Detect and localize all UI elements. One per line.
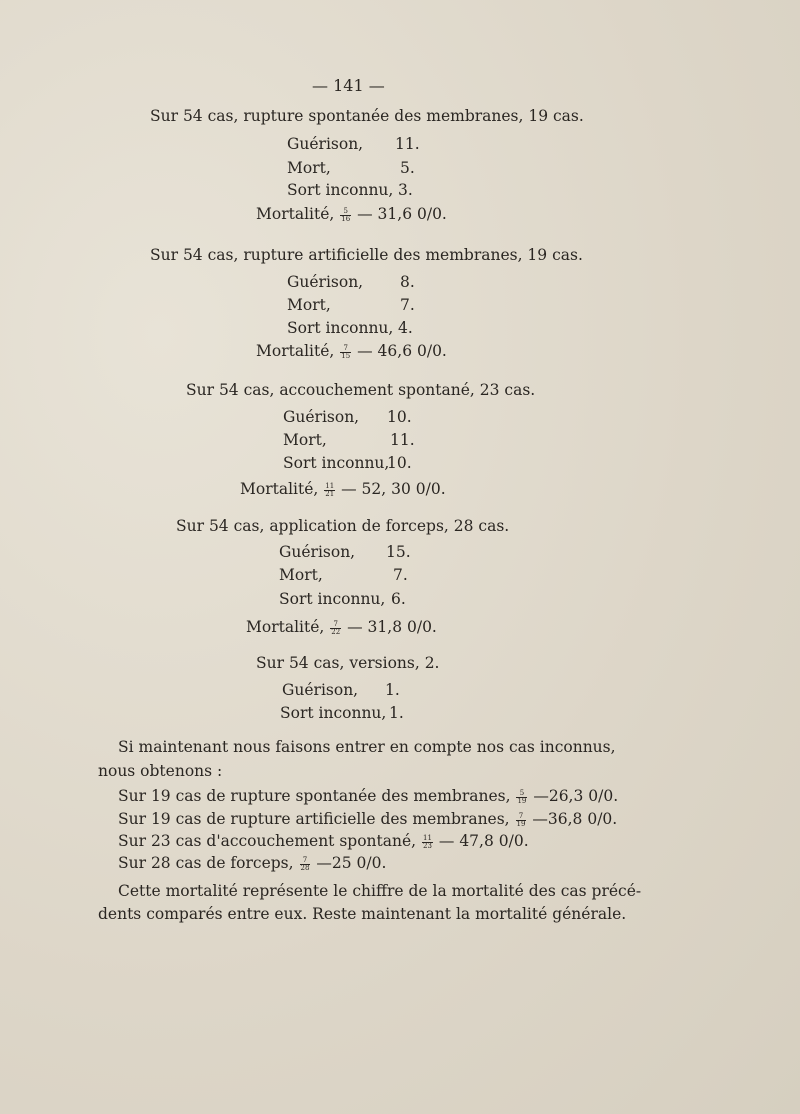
row-label: Guérison, bbox=[283, 408, 360, 426]
row-value: 7. bbox=[393, 566, 408, 584]
row-value: 1. bbox=[389, 704, 404, 722]
intro-line: Si maintenant nous faisons entrer en compte nos cas inconnus, bbox=[118, 738, 616, 756]
row-label: Guérison, bbox=[282, 681, 359, 699]
row-value: 3. bbox=[398, 181, 413, 199]
row-value: 8. bbox=[400, 273, 415, 291]
summary-fraction: $\frac{7}{19}$ bbox=[516, 811, 526, 828]
summary-fraction: $\frac{11}{23}$ bbox=[423, 833, 432, 850]
row-label: Mort, bbox=[283, 431, 327, 449]
row-value: 11. bbox=[390, 431, 415, 449]
row-label: Mort, bbox=[287, 159, 331, 177]
row-value: 4. bbox=[398, 319, 413, 337]
section-heading: Sur 54 cas, accouchement spontané, 23 cas. bbox=[186, 381, 536, 399]
mortality-value: — 31,8 0/0. bbox=[347, 618, 437, 636]
mortality-fraction: $\frac{11}{21}$ bbox=[325, 481, 335, 498]
mortality-fraction: $\frac{5}{16}$ bbox=[341, 206, 351, 223]
row-value: 15. bbox=[386, 543, 411, 561]
summary-line: Sur 23 cas d'accouchement spontané, $\frac{11}{23}$ — 47,8 0/0. bbox=[118, 832, 529, 850]
mortality-line bbox=[240, 479, 446, 499]
mortality-line bbox=[256, 341, 447, 361]
summary-fraction: $\frac{5}{19}$ bbox=[517, 788, 527, 805]
mortality-label: Mortalité, bbox=[240, 480, 319, 498]
row-value: 5. bbox=[400, 159, 415, 177]
row-label: Sort inconnu, bbox=[287, 319, 394, 337]
mortality-value: — 46,6 0/0. bbox=[357, 342, 447, 360]
mortality-value: — 31,6 0/0. bbox=[357, 205, 447, 223]
mortality-fraction: $\frac{7}{15}$ bbox=[341, 343, 351, 360]
row-label: Guérison, bbox=[287, 135, 364, 153]
mortality-label: Mortalité, bbox=[256, 205, 335, 223]
mortality-label: Mortalité, bbox=[256, 342, 335, 360]
row-label: Mort, bbox=[287, 296, 331, 314]
row-value: 1. bbox=[385, 681, 400, 699]
summary-line: Sur 19 cas de rupture artificielle des membranes, $\frac{7}{19}$ —36,8 0/0. bbox=[118, 810, 618, 828]
summary-fraction: $\frac{7}{28}$ bbox=[300, 855, 310, 872]
intro-line: nous obtenons : bbox=[98, 762, 223, 780]
row-label: Guérison, bbox=[287, 273, 364, 291]
row-value: 11. bbox=[395, 135, 420, 153]
row-value: 7. bbox=[400, 296, 415, 314]
row-label: Mort, bbox=[279, 566, 323, 584]
section-heading: Sur 54 cas, versions, 2. bbox=[256, 654, 440, 672]
page-number: — 141 — bbox=[312, 76, 385, 95]
row-label: Sort inconnu, bbox=[280, 704, 387, 722]
summary-line: Sur 28 cas de forceps, $\frac{7}{28}$ —25 0/0. bbox=[118, 854, 387, 872]
mortality-fraction: $\frac{7}{22}$ bbox=[331, 619, 341, 636]
mortality-line bbox=[256, 204, 447, 224]
row-value: 10. bbox=[387, 408, 412, 426]
row-value: 10. bbox=[387, 454, 412, 472]
summary-line: Sur 19 cas de rupture spontanée des membranes, $\frac{5}{19}$ —26,3 0/0. bbox=[118, 787, 619, 805]
conclusion-line: Cette mortalité représente le chiffre de la mortalité des cas précé- bbox=[118, 882, 642, 900]
row-label: Guérison, bbox=[279, 543, 356, 561]
conclusion-line: dents comparés entre eux. Reste maintenant la mortalité générale. bbox=[98, 905, 627, 923]
row-label: Sort inconnu, bbox=[287, 181, 394, 199]
mortality-line bbox=[246, 617, 437, 637]
section-heading: Sur 54 cas, rupture artificielle des membranes, 19 cas. bbox=[150, 246, 583, 264]
mortality-value: — 52, 30 0/0. bbox=[341, 480, 446, 498]
row-label: Sort inconnu, bbox=[283, 454, 390, 472]
section-heading: Sur 54 cas, rupture spontanée des membranes, 19 cas. bbox=[150, 107, 584, 125]
section-heading: Sur 54 cas, application de forceps, 28 cas. bbox=[176, 517, 510, 535]
mortality-label: Mortalité, bbox=[246, 618, 325, 636]
row-value: 6. bbox=[391, 590, 406, 608]
row-label: Sort inconnu, bbox=[279, 590, 386, 608]
